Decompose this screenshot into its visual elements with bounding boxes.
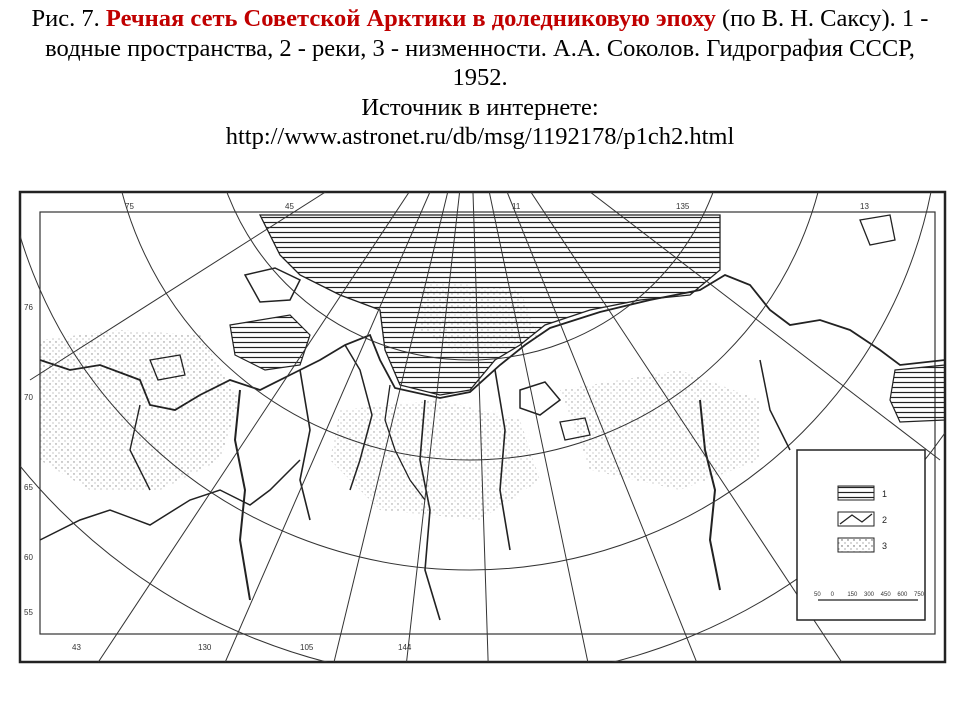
white-sea-hatched: [230, 315, 310, 370]
meridian-label: 105: [300, 643, 314, 652]
meridian-label: 13: [860, 202, 869, 211]
legend-num-3: 3: [882, 541, 888, 551]
scale-tick-label: 50: [814, 592, 821, 598]
scale-tick-label: 750: [914, 592, 925, 598]
meridian-label: 11: [512, 202, 521, 211]
meridian-label: 43: [72, 643, 81, 652]
parallel-label: 76: [24, 303, 33, 312]
caption-title: Речная сеть Советской Арктики в доледниковую эпоху: [105, 5, 716, 32]
river: [300, 370, 310, 520]
scale-tick-label: 300: [864, 592, 875, 598]
caption-source-label: Источник в интернете:: [361, 93, 599, 121]
caption-line-1: [20, 4, 940, 93]
caption-prefix: Рис. 7.: [31, 5, 106, 32]
scale-tick-label: 150: [847, 592, 858, 598]
meridian-label: 45: [285, 202, 294, 211]
parallel-label: 55: [24, 608, 33, 617]
legend-swatch-lowland: [838, 538, 874, 552]
parallel-label: 70: [24, 393, 33, 402]
meridian-label: 130: [198, 643, 212, 652]
scale-tick-label: 450: [880, 592, 891, 598]
legend-num-2: 2: [882, 515, 888, 525]
river: [235, 390, 250, 600]
island: [520, 382, 560, 415]
east-water-hatched: [890, 365, 945, 422]
river: [760, 360, 790, 450]
parallel-label: 65: [24, 483, 33, 492]
island: [860, 215, 895, 245]
arctic-water-hatched: [260, 215, 720, 395]
legend-num-1: 1: [882, 489, 888, 499]
meridian-label: 144: [398, 643, 412, 652]
scale-tick-label: 600: [897, 592, 908, 598]
lowland-area: [330, 400, 540, 520]
caption-source-url[interactable]: http://www.astronet.ru/db/msg/1192178/p1ch2.html: [225, 123, 735, 150]
meridian-label: 75: [125, 202, 134, 211]
island: [245, 268, 300, 302]
meridian-label: 135: [676, 202, 690, 211]
map-legend: [797, 450, 925, 620]
figure-caption: [20, 4, 940, 152]
legend-swatch-water: [838, 486, 874, 500]
scale-tick-label: 0: [830, 592, 835, 598]
arctic-river-map: [0, 160, 960, 720]
parallel-label: 60: [24, 553, 33, 562]
caption-description: (по В. Н. Саксу). 1 - водные пространства, 2 - реки, 3 - низменности. А.А. Соколов. Гидрография СССР, 1952.: [45, 5, 929, 91]
